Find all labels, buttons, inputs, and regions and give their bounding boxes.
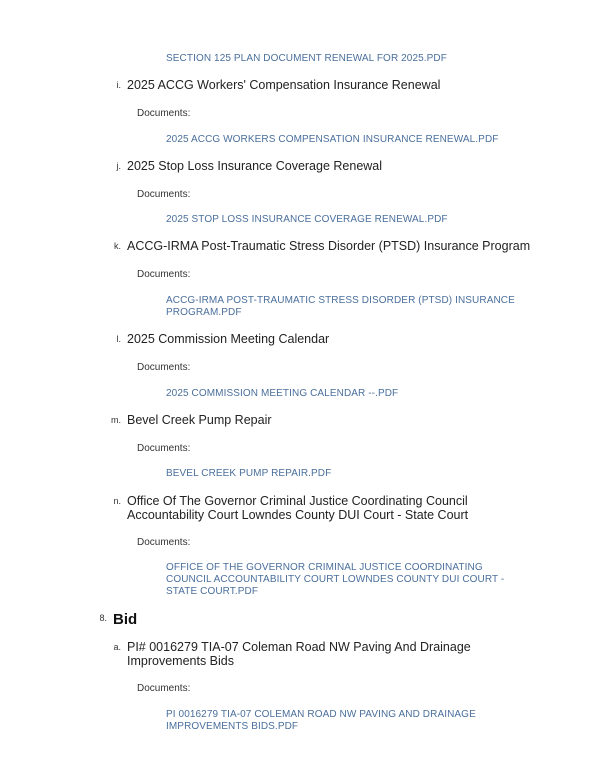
title-line: Improvements Bids xyxy=(127,654,234,668)
documents-label: Documents: xyxy=(137,362,191,373)
documents-label: Documents: xyxy=(137,189,191,200)
title-line: Office Of The Governor Criminal Justice Coordinating Council xyxy=(127,494,468,508)
agenda-item-title: ACCG-IRMA Post-Traumatic Stress Disorder (PTSD) Insurance Program xyxy=(127,239,531,253)
agenda-item-title: 2025 Stop Loss Insurance Coverage Renewal xyxy=(127,159,383,173)
link-line: ACCG-IRMA POST-TRAUMATIC STRESS DISORDER (PTSD) INSURANCE xyxy=(166,295,515,306)
item-marker: a. xyxy=(113,642,121,652)
section-number: 8. xyxy=(99,613,107,623)
documents-label: Documents: xyxy=(137,537,191,548)
item-marker: n. xyxy=(113,496,121,506)
title-line: Accountability Court Lowndes County DUI Court - State Court xyxy=(127,508,469,522)
document-link[interactable] xyxy=(166,709,476,733)
document-link[interactable]: 2025 ACCG WORKERS COMPENSATION INSURANCE RENEWAL.PDF xyxy=(166,134,499,145)
item-marker: i. xyxy=(116,80,121,90)
documents-label: Documents: xyxy=(137,443,191,454)
item-marker: j. xyxy=(116,161,121,171)
documents-label: Documents: xyxy=(137,269,191,280)
agenda-item-title xyxy=(127,494,468,522)
link-line: PROGRAM.PDF xyxy=(166,307,242,318)
agenda-item-title: 2025 Commission Meeting Calendar xyxy=(127,332,330,346)
section-title: Bid xyxy=(113,611,138,628)
item-marker: m. xyxy=(111,415,121,425)
documents-label: Documents: xyxy=(137,108,191,119)
documents-label: Documents: xyxy=(137,683,191,694)
item-marker: k. xyxy=(113,241,121,251)
link-line: OFFICE OF THE GOVERNOR CRIMINAL JUSTICE COORDINATING xyxy=(166,562,483,573)
title-line: PI# 0016279 TIA-07 Coleman Road NW Paving And Drainage xyxy=(127,640,471,654)
link-line: COUNCIL ACCOUNTABILITY COURT LOWNDES COUNTY DUI COURT - xyxy=(166,574,505,585)
document-link[interactable] xyxy=(166,295,515,319)
agenda-item-title: Bevel Creek Pump Repair xyxy=(127,413,272,427)
agenda-item-title: 2025 ACCG Workers' Compensation Insurance Renewal xyxy=(127,78,441,92)
item-marker: l. xyxy=(116,334,121,344)
link-line: PI 0016279 TIA-07 COLEMAN ROAD NW PAVING AND DRAINAGE xyxy=(166,709,476,720)
document-link[interactable] xyxy=(166,562,504,598)
agenda-item-title xyxy=(127,640,471,668)
document-link[interactable]: 2025 COMMISSION MEETING CALENDAR --.PDF xyxy=(166,388,399,399)
link-line: IMPROVEMENTS BIDS.PDF xyxy=(166,721,299,732)
document-link[interactable]: 2025 STOP LOSS INSURANCE COVERAGE RENEWAL.PDF xyxy=(166,214,448,225)
document-link-section-125[interactable]: SECTION 125 PLAN DOCUMENT RENEWAL FOR 2025.PDF xyxy=(166,53,447,64)
document-link[interactable]: BEVEL CREEK PUMP REPAIR.PDF xyxy=(166,468,332,479)
link-line: STATE COURT.PDF xyxy=(166,586,259,597)
